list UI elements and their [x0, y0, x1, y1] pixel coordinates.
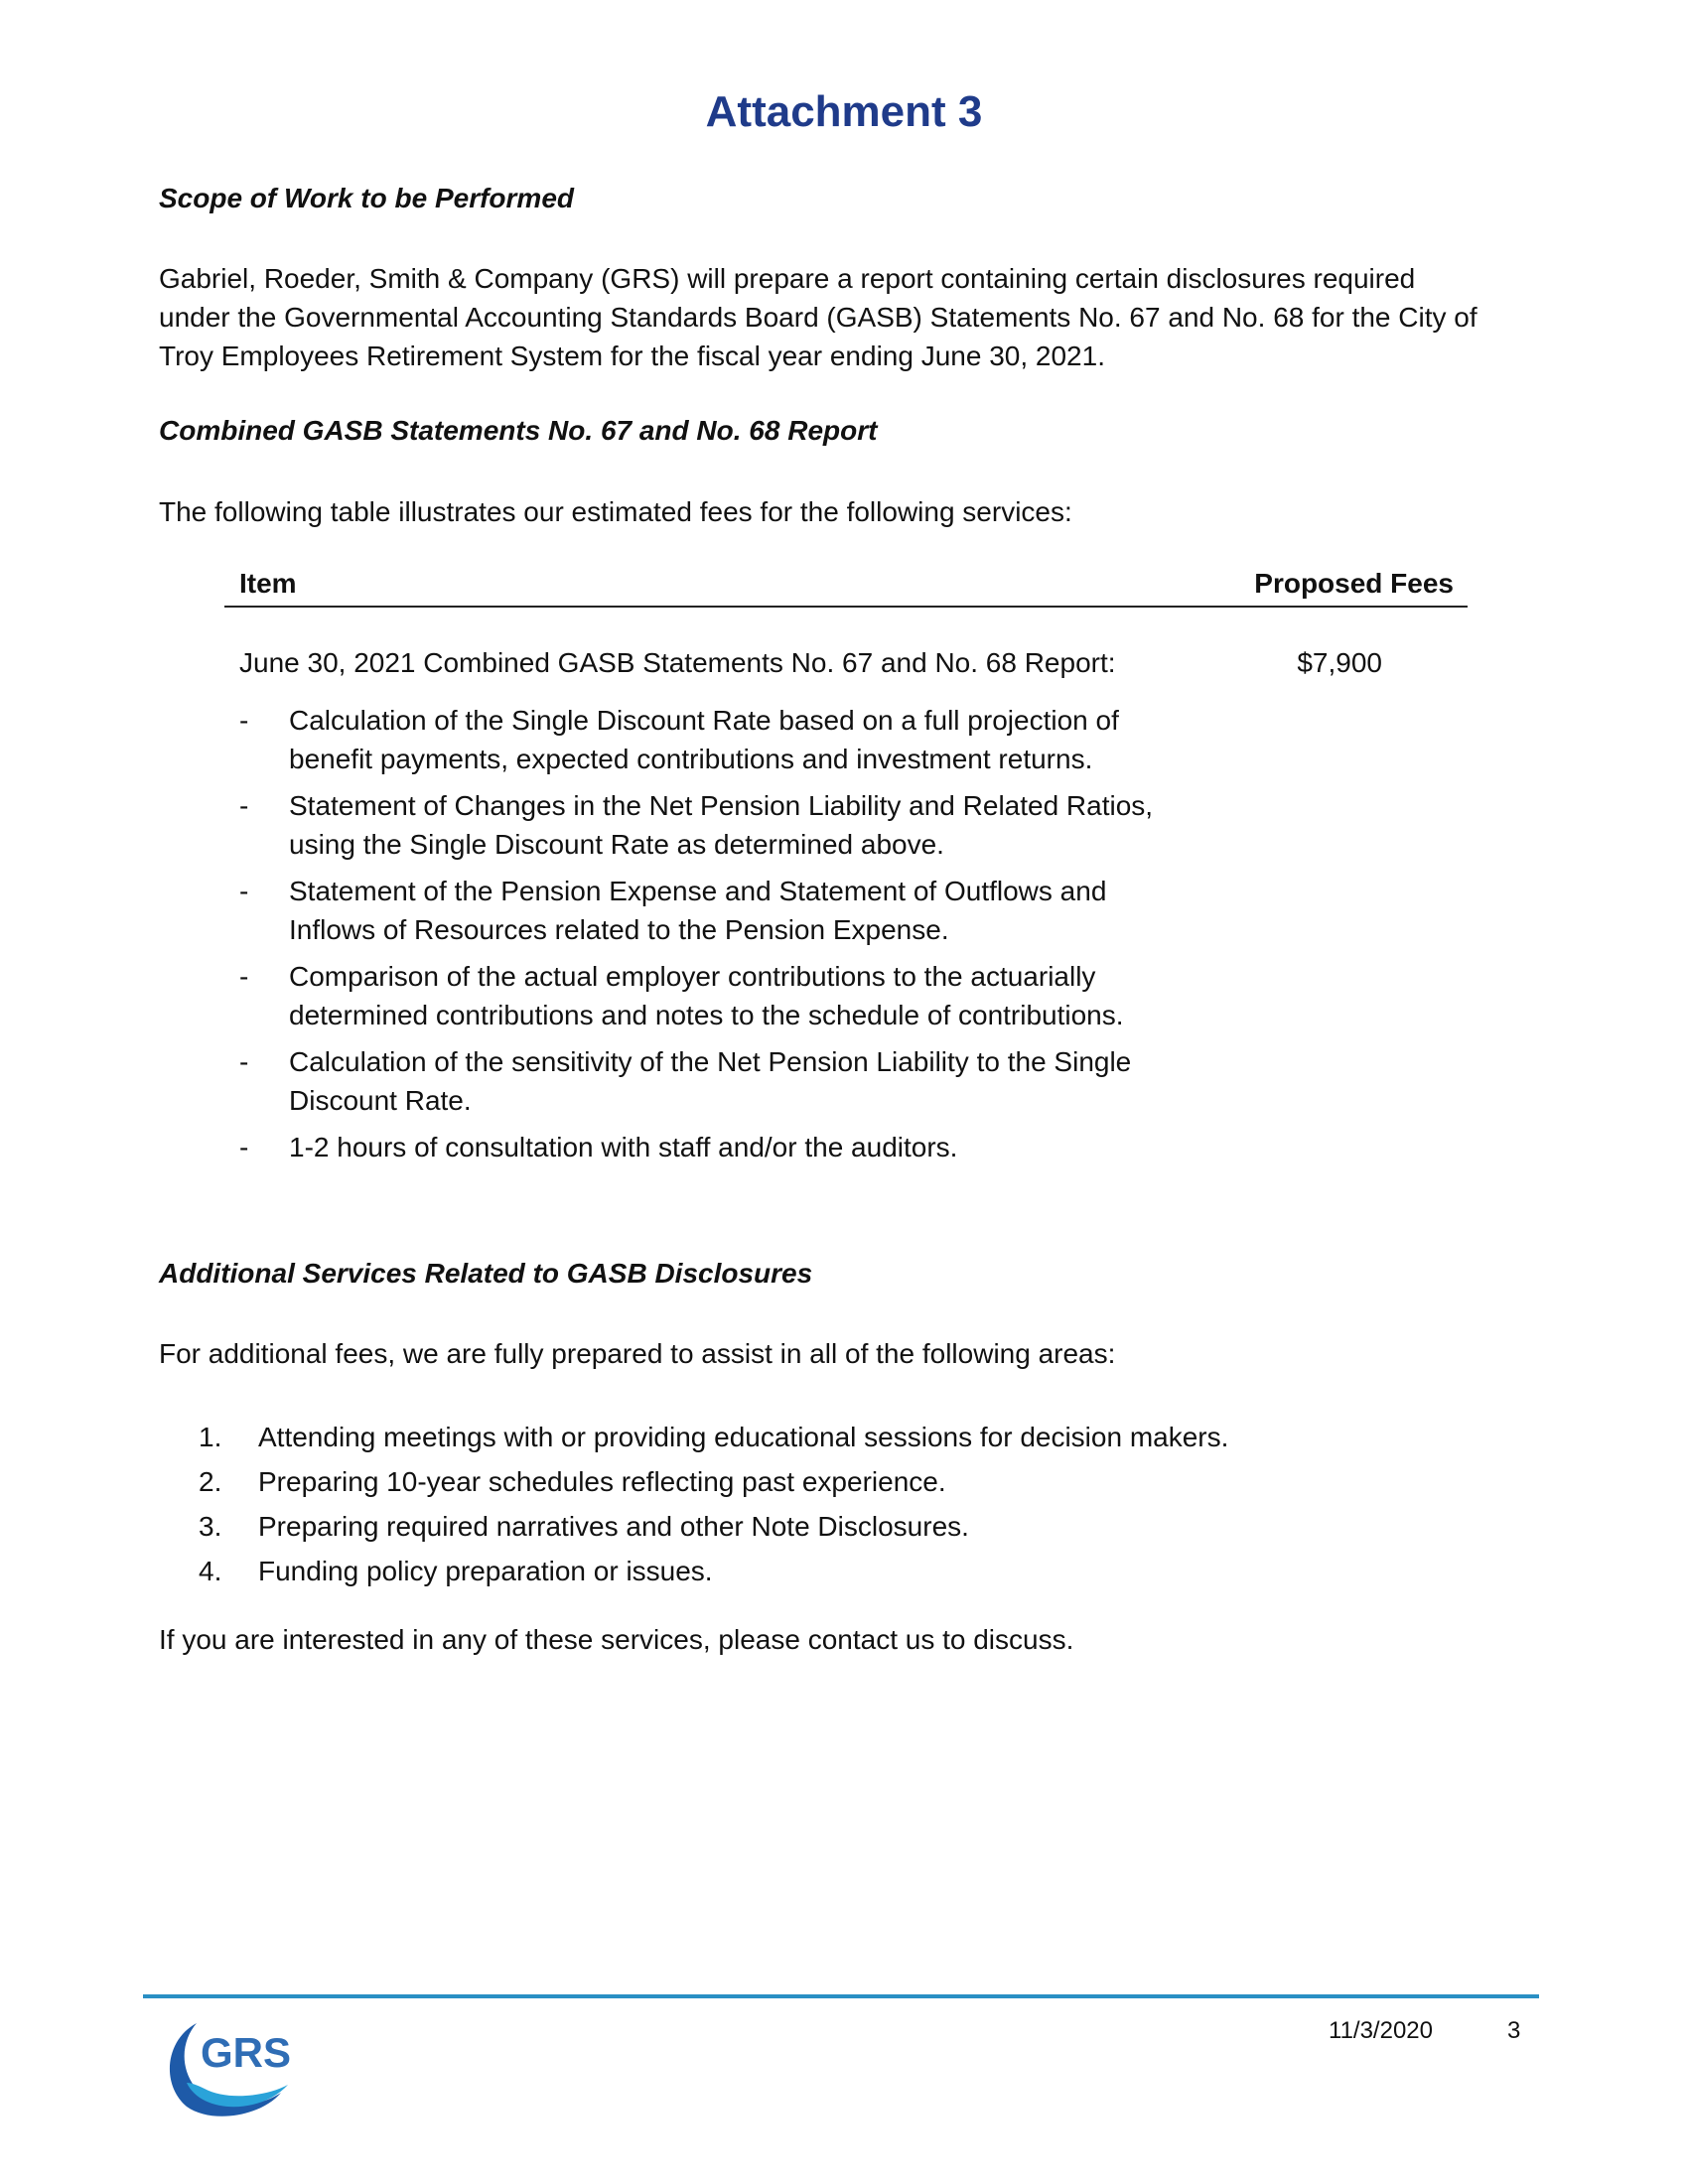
bullet-marker: -	[239, 1046, 249, 1077]
list-item	[239, 957, 1193, 1034]
list-item	[199, 1549, 1390, 1593]
table-row	[239, 647, 1468, 679]
item-number: 4.	[199, 1556, 222, 1586]
page-number: 3	[1507, 2017, 1521, 2044]
list-item	[199, 1415, 1390, 1459]
list-item	[199, 1504, 1390, 1549]
bullet-text: Statement of the Pension Expense and Statement of Outflows and Inflows of Resources related to the Pension Expense.	[289, 876, 1107, 945]
bullet-marker: -	[239, 876, 249, 906]
list-item	[239, 786, 1193, 864]
bullet-marker: -	[239, 1132, 249, 1162]
fee-table	[224, 568, 1468, 1162]
bullet-text: 1-2 hours of consultation with staff and/or the auditors.	[289, 1132, 958, 1162]
item-text: Funding policy preparation or issues.	[258, 1556, 713, 1586]
footer-date: 11/3/2020	[1329, 2017, 1433, 2044]
list-item	[239, 701, 1193, 778]
list-item	[239, 872, 1193, 949]
bullet-text: Statement of Changes in the Net Pension Liability and Related Ratios, using the Single Discount Rate as determined above.	[289, 790, 1154, 860]
combined-intro: The following table illustrates our estimated fees for the following services:	[159, 496, 1072, 527]
additional-heading: Additional Services Related to GASB Disclosures	[159, 1258, 813, 1289]
item-text: Attending meetings with or providing educational sessions for decision makers.	[258, 1422, 1229, 1452]
item-text: Preparing 10-year schedules reflecting past experience.	[258, 1466, 946, 1497]
bullet-text: Comparison of the actual employer contributions to the actuarially determined contributions and notes to the schedule of contributions.	[289, 961, 1124, 1030]
main-item-fee: $7,900	[1297, 647, 1382, 678]
item-number: 1.	[199, 1422, 222, 1452]
column-header-item: Item	[239, 568, 297, 599]
list-item	[199, 1459, 1390, 1504]
grs-logo	[157, 2015, 306, 2119]
service-bullet-list	[239, 701, 1193, 1174]
scope-heading: Scope of Work to be Performed	[159, 183, 574, 213]
column-header-fees: Proposed Fees	[1254, 568, 1454, 599]
logo-text: GRS	[201, 2029, 292, 2076]
additional-services-list	[199, 1415, 1390, 1593]
list-item	[239, 1128, 1193, 1166]
list-item	[239, 1042, 1193, 1120]
item-text: Preparing required narratives and other Note Disclosures.	[258, 1511, 969, 1542]
main-item-label: June 30, 2021 Combined GASB Statements No. 67 and No. 68 Report:	[239, 647, 1116, 678]
bullet-marker: -	[239, 705, 249, 736]
page-title: Attachment 3	[705, 87, 983, 136]
combined-heading: Combined GASB Statements No. 67 and No. 68 Report	[159, 415, 878, 446]
item-number: 2.	[199, 1466, 222, 1497]
footer-divider	[143, 1994, 1539, 1998]
additional-intro: For additional fees, we are fully prepared to assist in all of the following areas:	[159, 1338, 1116, 1369]
bullet-marker: -	[239, 790, 249, 821]
bullet-marker: -	[239, 961, 249, 992]
scope-paragraph: Gabriel, Roeder, Smith & Company (GRS) will prepare a report containing certain disclosures required under the Governmental Accounting Standards Board (GASB) Statements No. 67 and No. 68 for the City of Troy Employees Retirement System for the fiscal year ending June 30, 2021.	[159, 263, 1477, 371]
item-number: 3.	[199, 1511, 222, 1542]
bullet-text: Calculation of the sensitivity of the Net Pension Liability to the Single Discount Rate.	[289, 1046, 1132, 1116]
closing-sentence: If you are interested in any of these services, please contact us to discuss.	[159, 1624, 1074, 1655]
bullet-text: Calculation of the Single Discount Rate based on a full projection of benefit payments, expected contributions and investment returns.	[289, 705, 1119, 774]
table-header	[224, 568, 1468, 608]
